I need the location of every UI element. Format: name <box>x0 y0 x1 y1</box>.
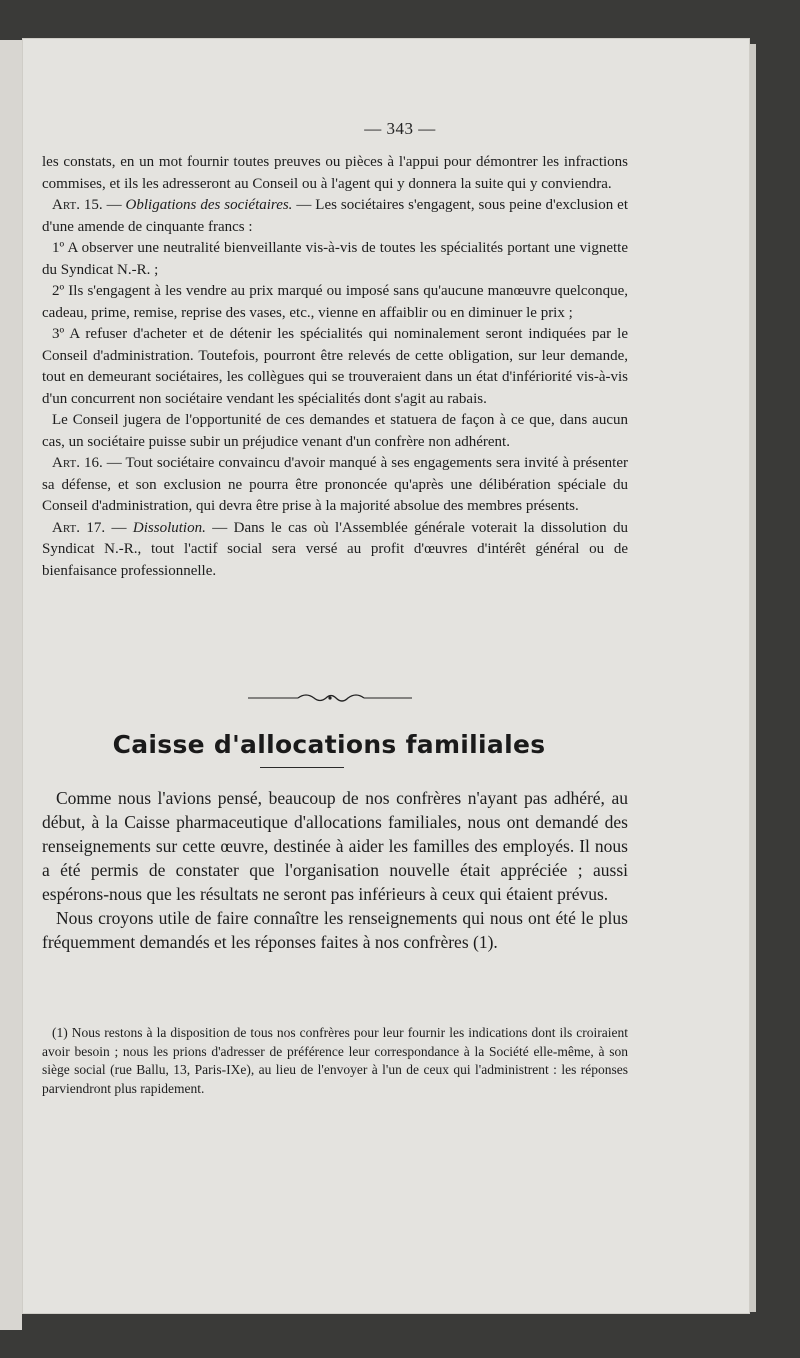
article-label: Art. 16. <box>52 455 103 471</box>
page-edge <box>750 44 756 1312</box>
paragraph: Nous croyons utile de faire connaître les renseignements qui nous ont été le plus fréquemment demandés et les réponses faites à nos confrères (1). <box>42 908 628 952</box>
article-17: Art. 17. — Dissolution. — Dans le cas où l'Assemblée générale voterait la dissolution du Syndicat N.-R., tout l'actif social sera versé au profit d'œuvres d'intérêt général ou de bienfaisance professionnelle. <box>42 519 628 579</box>
article-16: Art. 16. — Tout sociétaire convaincu d'avoir manqué à ses engagements sera invité à présenter sa défense, et son exclusion ne pourra être prononcée qu'après une délibération spéciale du Conseil d'administration, qui devra être prise à la majorité absolue des membres présents. <box>42 455 628 514</box>
footnote <box>42 1024 628 1098</box>
ornament-divider <box>240 690 420 706</box>
article-title: Obligations des sociétaires. <box>125 197 293 213</box>
body-top <box>42 152 628 582</box>
article-label: Art. 15. <box>52 197 103 213</box>
section-heading: Caisse d'allocations familiales <box>112 730 546 759</box>
article-15: Art. 15. — Obligations des sociétaires. — Les sociétaires s'engagent, sous peine d'exclusion et d'une amende de cinquante francs : <box>42 197 628 235</box>
paragraph: Comme nous l'avions pensé, beaucoup de nos confrères n'ayant pas adhéré, au début, à la Caisse pharmaceutique d'allocations familiales, nous ont demandé des renseignements sur cette œuvre, destinée à aider les familles des employés. Il nous a été permis de constater que l'organisation nouvelle était appréciée ; aussi espérons-nous que les résultats ne seront pas inférieurs à ceux qui étaient prévus. <box>42 788 628 904</box>
page-number: — 343 — <box>364 119 436 138</box>
paragraph: 1º A observer une neutralité bienveillante vis-à-vis de toutes les spécialités portant une vignette du Syndicat N.-R. ; <box>42 240 628 278</box>
paragraph: 2º Ils s'engagent à les vendre au prix marqué ou imposé sans qu'aucune manœuvre quelconque, cadeau, prime, remise, reprise des vases, etc., vienne en affaiblir ou en diminuer le prix ; <box>42 283 628 321</box>
paragraph: les constats, en un mot fournir toutes preuves ou pièces à l'appui pour démontrer les infractions commises, et ils les adresseront au Conseil ou à l'agent qui y donnera la suite qui y conviendra. <box>42 154 628 192</box>
article-label: Art. 17. <box>52 519 106 536</box>
heading-underline <box>260 767 344 768</box>
body-main <box>42 786 628 954</box>
paragraph: 3º A refuser d'acheter et de détenir les spécialités qui nominalement seront indiquées par le Conseil d'administration. Toutefois, pourront être relevés de cette obligation, sur leur demande, tout en demeurant sociétaires, les collègues qui se trouveraient dans un état d'infériorité vis-à-vis d'un concurrent non sociétaire vendant les spécialités dont s'agit au rabais. <box>42 326 628 407</box>
article-title: Dissolution. <box>132 519 206 536</box>
paragraph: Le Conseil jugera de l'opportunité de ces demandes et statuera de façon à ce que, dans aucun cas, un sociétaire puisse subir un préjudice venant d'un confrère non adhérent. <box>42 412 628 450</box>
footnote-text: (1) Nous restons à la disposition de tous nos confrères pour leur fournir les indications dont ils croiraient avoir besoin ; nous les prions d'adresser de préférence leur correspondance à la Société elle-même, à son siège social (rue Ballu, 13, Paris-IXe), au lieu de l'envoyer à l'un de ceux qui l'administrent : les réponses parviendront plus rapidement. <box>42 1025 628 1096</box>
facing-page-edge <box>0 40 22 1330</box>
